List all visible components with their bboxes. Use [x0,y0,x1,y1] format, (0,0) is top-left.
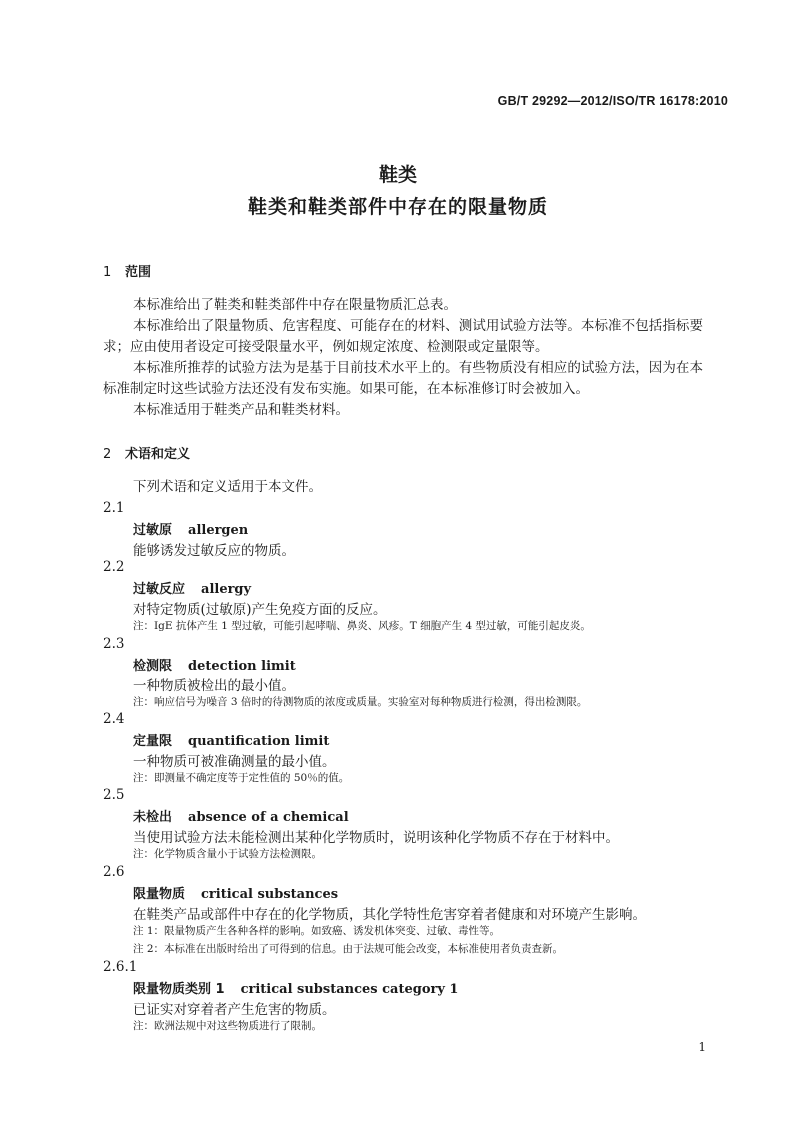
term-note: 注：IgE 抗体产生 1 型过敏，可能引起哮喘、鼻炎、风疹。T 细胞产生 4 型过敏，可能引起皮炎。 [133,620,591,632]
document-title-line1: 鞋类 [378,164,417,186]
term-definition: 对特定物质(过敏原)产生免疫方面的反应。 [133,602,387,618]
term-definition: 一种物质被检出的最小值。 [133,678,295,694]
term-heading [133,519,248,538]
term-definition: 已证实对穿着者产生危害的物质。 [133,1002,336,1018]
section-number: 1 [103,265,112,280]
term-note: 注：欧洲法规中对这些物质进行了限制。 [133,1020,322,1032]
section-title: 范围 [125,265,152,280]
term-heading [133,578,251,597]
term-heading [133,655,296,674]
term-note: 注 1：限量物质产生各种各样的影响。如致癌、诱发机体突变、过敏、毒性等。 [133,925,501,937]
section-1-body [103,295,703,421]
term-en: critical substances category 1 [240,982,459,997]
term-en: detection limit [188,659,296,674]
term-zh: 定量限 [133,734,173,749]
term-en: allergy [201,582,252,597]
term-en: allergen [188,523,249,538]
term-number: 2.6.1 [103,959,138,975]
term-en: critical substances [201,887,339,902]
term-heading [133,730,329,749]
page-number: 1 [698,1040,706,1054]
term-heading [133,978,458,997]
standard-code: GB/T 29292—2012/ISO/TR 16178:2010 [497,94,728,108]
term-zh: 过敏反应 [133,582,186,597]
document-title-line2: 鞋类和鞋类部件中存在的限量物质 [247,196,548,218]
term-definition: 在鞋类产品或部件中存在的化学物质，其化学特性危害穿着者健康和对环境产生影响。 [133,907,646,923]
term-en: quantification limit [188,734,330,749]
term-zh: 检测限 [133,659,173,674]
paragraph: 本标准给出了鞋类和鞋类部件中存在限量物质汇总表。 [133,297,457,313]
term-definition: 一种物质可被准确测量的最小值。 [133,754,336,770]
paragraph: 本标准所推荐的试验方法为是基于目前技术水平上的。有些物质没有相应的试验方法，因为在本标准制定时这些试验方法还没有发布实施。如果可能，在本标准修订时会被加入。 [103,360,703,397]
term-number: 2.6 [103,864,125,880]
term-number: 2.1 [103,500,125,516]
term-definition: 能够诱发过敏反应的物质。 [133,543,295,559]
term-zh: 限量物质 [133,887,186,902]
term-number: 2.5 [103,787,125,803]
section-2-heading [103,443,190,462]
term-note: 注：化学物质含量小于试验方法检测限。 [133,848,322,860]
term-en: absence of a chemical [188,810,349,825]
term-zh: 限量物质类别 1 [133,982,225,997]
paragraph: 本标准适用于鞋类产品和鞋类材料。 [133,402,349,418]
section-title: 术语和定义 [125,447,191,462]
term-definition: 当使用试验方法未能检测出某种化学物质时，说明该种化学物质不存在于材料中。 [133,830,619,846]
term-heading [133,806,349,825]
section-2-intro [103,477,703,498]
term-note: 注：响应信号为噪音 3 倍时的待测物质的浓度或质量。实验室对每种物质进行检测，得出检测限。 [133,696,588,708]
term-zh: 过敏原 [133,523,173,538]
term-number: 2.4 [103,711,125,727]
section-number: 2 [103,447,112,462]
term-zh: 未检出 [133,810,173,825]
section-1-heading [103,261,151,280]
term-note: 注 2：本标准在出版时给出了可得到的信息。由于法规可能会改变，本标准使用者负责查新。 [133,943,564,955]
term-heading [133,883,338,902]
paragraph: 下列术语和定义适用于本文件。 [133,479,322,495]
paragraph: 本标准给出了限量物质、危害程度、可能存在的材料、测试用试验方法等。本标准不包括指标要求；应由使用者设定可接受限量水平，例如规定浓度、检测限或定量限等。 [103,318,703,355]
term-number: 2.3 [103,636,125,652]
term-note: 注：即测量不确定度等于定性值的 50％的值。 [133,772,350,784]
term-number: 2.2 [103,559,125,575]
